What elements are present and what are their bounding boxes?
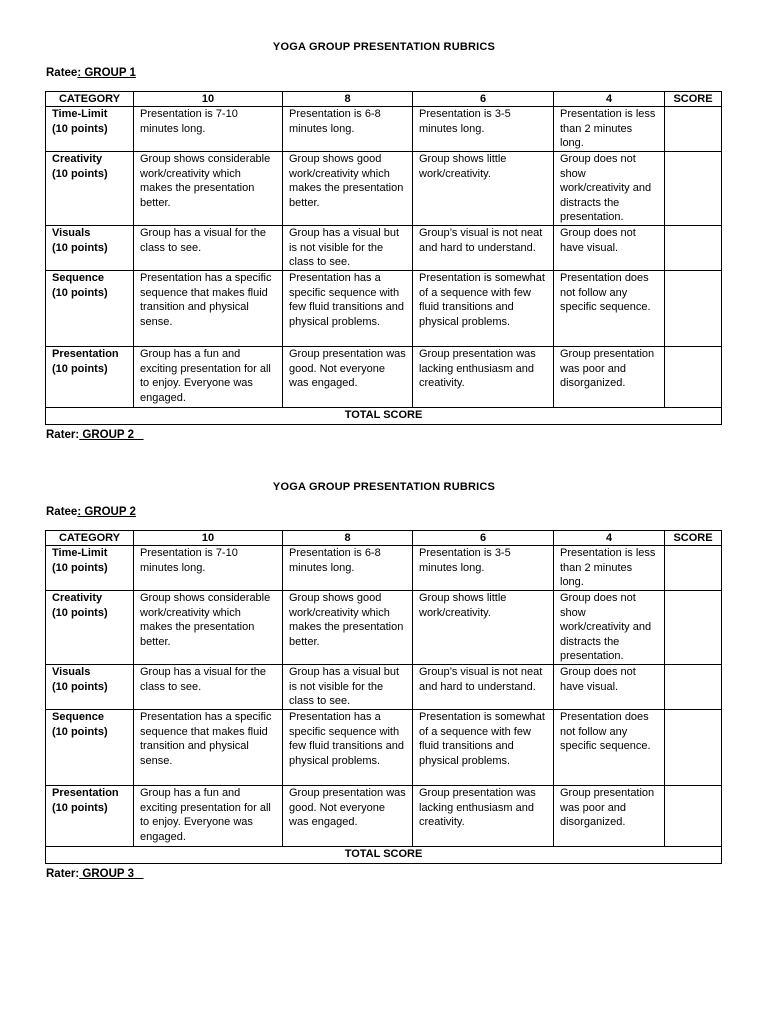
score-cell[interactable] [665,665,722,710]
category-name: Presentation [52,787,119,799]
total-row [46,408,722,425]
header-category: CATEGORY [46,92,134,107]
criteria-4: Presentation is less than 2 minutes long. [554,546,665,591]
ratee-label: Ratee [46,506,78,518]
ratee-line [46,67,136,79]
rater-value: GROUP 3 [79,868,144,880]
header-6: 6 [413,92,554,107]
category-points: (10 points) [52,725,108,738]
category-points: (10 points) [52,606,108,619]
table-row [46,226,722,271]
criteria-8: Group has a visual but is not visible for the class to see. [283,665,413,710]
criteria-10: Presentation has a specific sequence that makes fluid transition and physical sense. [134,710,283,786]
rater-value: GROUP 2 [79,429,144,441]
table-row [46,665,722,710]
category-cell [46,786,134,847]
table-row [46,107,722,152]
category-name: Visuals [52,666,91,678]
category-cell [46,152,134,226]
criteria-8: Group presentation was good. Not everyone was engaged. [283,786,413,847]
criteria-6: Group presentation was lacking enthusiasm and creativity. [413,786,554,847]
criteria-10: Group shows considerable work/creativity which makes the presentation better. [134,152,283,226]
criteria-4: Presentation is less than 2 minutes long. [554,107,665,152]
category-cell [46,271,134,347]
criteria-6: Presentation is 3-5 minutes long. [413,107,554,152]
criteria-8: Group shows good work/creativity which makes the presentation better. [283,591,413,665]
table-row [46,546,722,591]
category-cell [46,665,134,710]
score-cell[interactable] [665,226,722,271]
table-row [46,786,722,847]
table-row [46,152,722,226]
category-name: Creativity [52,153,103,165]
criteria-10: Group has a fun and exciting presentation for all to enjoy. Everyone was engaged. [134,347,283,408]
category-cell [46,347,134,408]
total-row [46,847,722,864]
rubric-table [45,91,722,425]
criteria-6: Group’s visual is not neat and hard to understand. [413,665,554,710]
criteria-10: Group has a fun and exciting presentation for all to enjoy. Everyone was engaged. [134,786,283,847]
criteria-10: Group has a visual for the class to see. [134,665,283,710]
category-points: (10 points) [52,286,108,299]
category-points: (10 points) [52,167,108,180]
score-cell[interactable] [665,347,722,408]
category-name: Creativity [52,592,103,604]
header-8: 8 [283,92,413,107]
header-10: 10 [134,92,283,107]
category-points: (10 points) [52,801,108,814]
criteria-10: Group shows considerable work/creativity which makes the presentation better. [134,591,283,665]
score-cell[interactable] [665,546,722,591]
score-cell[interactable] [665,271,722,347]
category-points: (10 points) [52,680,108,693]
criteria-10: Presentation is 7-10 minutes long. [134,107,283,152]
table-row [46,271,722,347]
rater-line [46,429,144,441]
category-name: Time-Limit [52,108,108,120]
header-4: 4 [554,531,665,546]
table-header-row [46,531,722,546]
rubric-table [45,530,722,864]
criteria-10: Presentation is 7-10 minutes long. [134,546,283,591]
header-6: 6 [413,531,554,546]
category-cell [46,107,134,152]
category-name: Sequence [52,272,104,284]
header-score: SCORE [665,531,722,546]
criteria-8: Group shows good work/creativity which makes the presentation better. [283,152,413,226]
criteria-6: Group presentation was lacking enthusiasm and creativity. [413,347,554,408]
category-points: (10 points) [52,561,108,574]
table-row [46,347,722,408]
category-cell [46,710,134,786]
criteria-6: Presentation is somewhat of a sequence with few fluid transitions and physical problems. [413,271,554,347]
category-name: Presentation [52,348,119,360]
criteria-4: Group does not show work/creativity and distracts the presentation. [554,152,665,226]
criteria-8: Presentation has a specific sequence with few fluid transitions and physical problems. [283,710,413,786]
header-10: 10 [134,531,283,546]
criteria-4: Presentation does not follow any specific sequence. [554,271,665,347]
category-cell [46,591,134,665]
rater-label: Rater: [46,868,80,880]
header-category: CATEGORY [46,531,134,546]
rubric-title: YOGA GROUP PRESENTATION RUBRICS [272,41,496,53]
criteria-4: Group presentation was poor and disorganized. [554,347,665,408]
criteria-6: Group shows little work/creativity. [413,152,554,226]
criteria-6: Presentation is 3-5 minutes long. [413,546,554,591]
criteria-10: Presentation has a specific sequence that makes fluid transition and physical sense. [134,271,283,347]
criteria-8: Presentation is 6-8 minutes long. [283,107,413,152]
category-points: (10 points) [52,122,108,135]
criteria-4: Presentation does not follow any specific sequence. [554,710,665,786]
score-cell[interactable] [665,786,722,847]
criteria-10: Group has a visual for the class to see. [134,226,283,271]
criteria-4: Group does not show work/creativity and distracts the presentation. [554,591,665,665]
header-score: SCORE [665,92,722,107]
total-score-label: TOTAL SCORE [46,408,722,425]
category-points: (10 points) [52,241,108,254]
rubric-title: YOGA GROUP PRESENTATION RUBRICS [272,481,496,493]
category-cell [46,546,134,591]
table-header-row [46,92,722,107]
ratee-label: Ratee [46,67,78,79]
criteria-8: Group presentation was good. Not everyone was engaged. [283,347,413,408]
rater-label: Rater: [46,429,80,441]
table-row [46,591,722,665]
criteria-6: Group shows little work/creativity. [413,591,554,665]
criteria-4: Group presentation was poor and disorganized. [554,786,665,847]
criteria-8: Presentation has a specific sequence with few fluid transitions and physical problems. [283,271,413,347]
criteria-4: Group does not have visual. [554,665,665,710]
total-score-label: TOTAL SCORE [46,847,722,864]
header-4: 4 [554,92,665,107]
criteria-8: Presentation is 6-8 minutes long. [283,546,413,591]
score-cell[interactable] [665,152,722,226]
category-points: (10 points) [52,362,108,375]
criteria-6: Presentation is somewhat of a sequence with few fluid transitions and physical problems. [413,710,554,786]
header-8: 8 [283,531,413,546]
score-cell[interactable] [665,591,722,665]
ratee-value: : GROUP 2 [77,506,136,518]
criteria-8: Group has a visual but is not visible for the class to see. [283,226,413,271]
criteria-4: Group does not have visual. [554,226,665,271]
rater-line [46,868,144,880]
criteria-6: Group’s visual is not neat and hard to understand. [413,226,554,271]
category-name: Sequence [52,711,104,723]
ratee-value: : GROUP 1 [77,67,136,79]
table-row [46,710,722,786]
score-cell[interactable] [665,107,722,152]
ratee-line [46,506,136,518]
category-cell [46,226,134,271]
category-name: Visuals [52,227,91,239]
score-cell[interactable] [665,710,722,786]
category-name: Time-Limit [52,547,108,559]
